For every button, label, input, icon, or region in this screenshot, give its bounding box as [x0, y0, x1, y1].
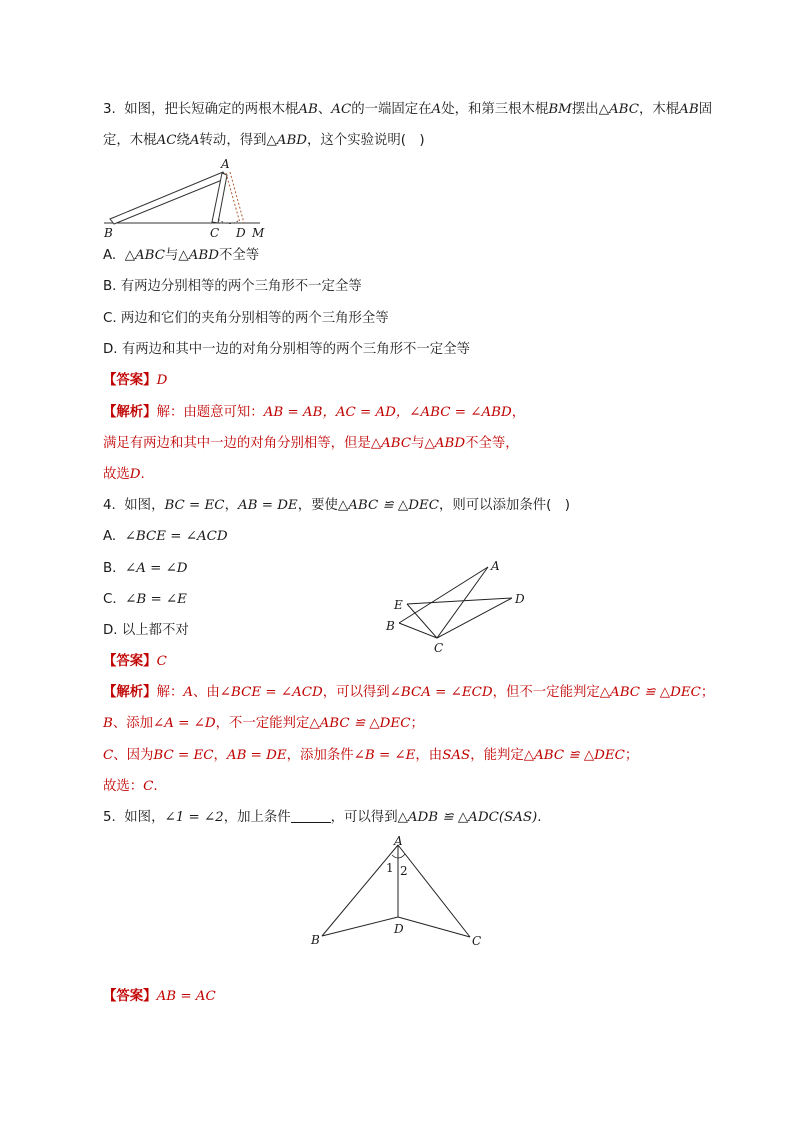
q3-label-d: D	[236, 226, 246, 240]
q4-label-b: B	[386, 619, 395, 633]
q5-stem: 5. 如图，∠1 = ∠2，加上条件 ，可以得到△ADB ≌ △ADC(SAS).	[103, 810, 542, 825]
q4-option-b[interactable]: B. ∠A = ∠D	[103, 561, 188, 576]
q3-analysis-line1: 【解析】解：由题意可知：AB = AB，AC = AD，∠ABC = ∠ABD，	[103, 405, 526, 420]
q4-analysis-line3: C、因为BC = EC，AB = DE，添加条件∠B = ∠E，由SAS，能判定△ABC ≌ △DEC；	[103, 748, 639, 763]
q4-seg-ba	[399, 567, 488, 623]
q4-stem: 4. 如图，BC = EC，AB = DE，要使△ABC ≌ △DEC，则可以添加条件( )	[103, 498, 570, 513]
q4-figure	[380, 555, 530, 660]
q5-seg-dc	[398, 917, 470, 937]
q3-stick-ab	[110, 172, 227, 224]
q3-option-c[interactable]: C. 两边和它们的夹角分别相等的两个三角形全等	[103, 311, 389, 326]
q5-answer: 【答案】AB = AC	[103, 989, 216, 1004]
q4-option-d[interactable]: D. 以上都不对	[103, 623, 189, 638]
q5-label-1: 1	[386, 861, 394, 875]
q4-label-e: E	[394, 598, 403, 612]
q3-stem-line2: 定，木棍AC绕A转动，得到△ABD，这个实验说明( )	[103, 133, 425, 148]
q3-figure	[100, 155, 270, 240]
q3-label-m: M	[252, 226, 265, 240]
q4-label-a: A	[491, 559, 500, 573]
q3-option-a[interactable]: A. △ABC与△ABD不全等	[103, 248, 260, 263]
q3-stick-ad-2	[230, 172, 244, 223]
q5-seg-bd	[322, 917, 398, 936]
q3-label-b: B	[104, 226, 113, 240]
q3-label-c: C	[210, 226, 220, 240]
q4-answer: 【答案】C	[103, 654, 167, 669]
q5-angle-mark-1	[392, 855, 398, 858]
q5-answer-blank[interactable]	[291, 808, 331, 823]
q3-option-d[interactable]: D. 有两边和其中一边的对角分别相等的两个三角形不一定全等	[103, 342, 470, 357]
q3-analysis-line3: 故选D.	[103, 467, 145, 482]
q4-seg-ed	[407, 598, 512, 604]
q4-seg-bc	[399, 623, 437, 638]
q4-analysis-line1: 【解析】解：A、由∠BCE = ∠ACD，可以得到∠BCA = ∠ECD，但不一定能判定△ABC ≌ △DEC；	[103, 685, 715, 700]
q3-stick-ad-1	[226, 173, 240, 223]
q3-answer: 【答案】D	[103, 373, 168, 388]
q4-option-c[interactable]: C. ∠B = ∠E	[103, 592, 187, 607]
q4-label-d: D	[515, 592, 525, 606]
q3-label-a: A	[221, 157, 230, 171]
q5-label-c: C	[472, 934, 482, 948]
q3-option-b[interactable]: B. 有两边分别相等的两个三角形不一定全等	[103, 279, 362, 294]
q5-label-a: A	[394, 834, 403, 848]
q5-angle-mark-2	[398, 854, 405, 858]
q5-label-d: D	[394, 922, 404, 936]
q3-stem-line1: 3. 如图，把长短确定的两根木棍AB、AC的一端固定在A处，和第三根木棍BM摆出△ABC，木棍AB固	[103, 102, 713, 117]
q4-analysis-line4: 故选：C.	[103, 779, 158, 794]
q5-label-2: 2	[400, 864, 408, 878]
q4-label-c: C	[434, 641, 444, 655]
q4-seg-dc	[437, 598, 512, 638]
q5-label-b: B	[311, 933, 320, 947]
q4-seg-ac	[437, 567, 488, 638]
q5-figure	[305, 833, 495, 958]
q5-seg-ac	[398, 845, 470, 937]
q4-option-a[interactable]: A. ∠BCE = ∠ACD	[103, 529, 228, 544]
q3-analysis-line2: 满足有两边和其中一边的对角分别相等，但是△ABC与△ABD不全等，	[103, 436, 519, 451]
q5-seg-ab	[322, 845, 398, 936]
q4-analysis-line2: B、添加∠A = ∠D，不一定能判定△ABC ≌ △DEC；	[103, 716, 424, 731]
